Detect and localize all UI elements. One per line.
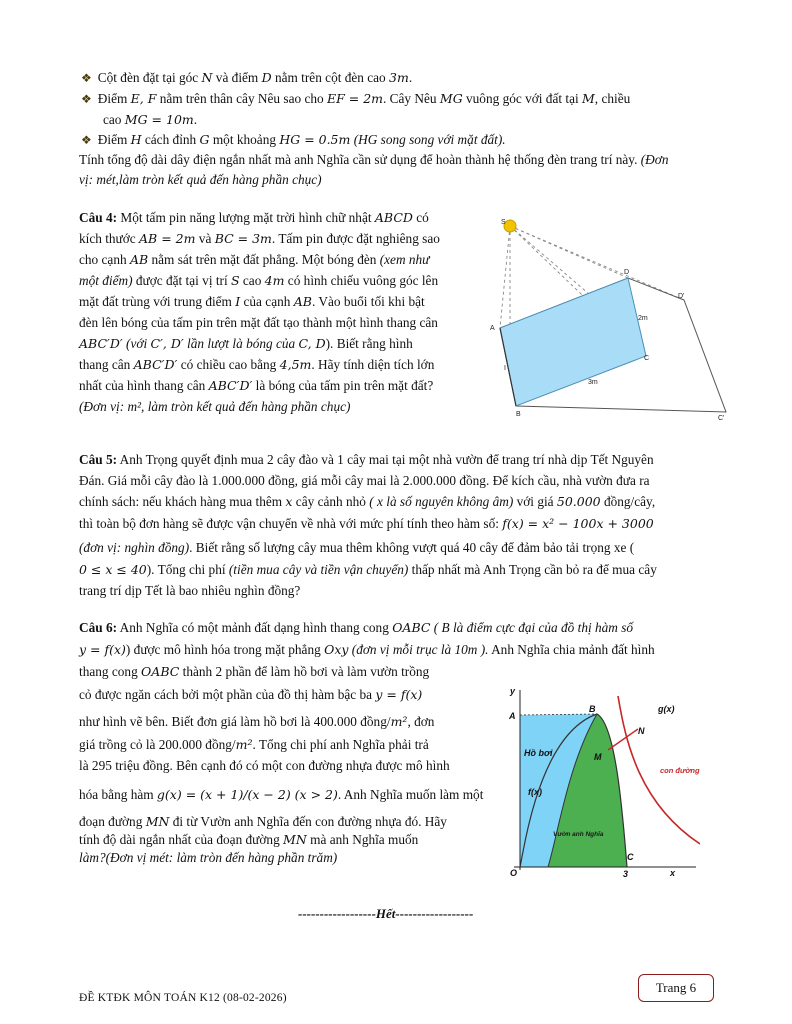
shadow-ray-line xyxy=(500,226,510,328)
bullet-item-3: ❖ Điểm H cách đỉnh G một khoảng HG = 0.5m (HG song song với mặt đất). xyxy=(81,132,506,147)
label-2m: 2m xyxy=(638,315,648,322)
segment-mn xyxy=(608,729,638,750)
label-O: O xyxy=(510,868,518,878)
label-A: A xyxy=(490,325,495,332)
bullet-item-2-cont: cao MG = 10m. xyxy=(103,112,198,127)
diamond-bullet-icon: ❖ xyxy=(81,133,92,147)
question-4: Câu 4: Một tấm pin năng lượng mặt trời hình chữ nhật ABCD có kích thước AB = 2m và BC = 3m. Tấm pin được đặt nghiêng sao cho cạnh AB nằm sát trên mặt đất phẳng. Một bóng đèn (xem như một điểm) được đặt tại vị trí S cao 4m có hình chiếu vuông góc lên mặt đất trùng với trung điểm I của cạnh AB. Vào buổi tối khi bật đèn lên bóng của tấm pin trên mặt đất tạo thành một hình thang cân ABC′D′ (với C′, D′ lần lượt là bóng của C, D). Biết rằng hình thang cân ABC′D′ có chiều cao bằng 4,5m. Hãy tính diện tích lớn nhất của hình thang cân ABC′D′ là bóng của tấm pin trên mặt đất? (Đơn vị: m², làm tròn kết quả đến hàng phần chục) xyxy=(79,210,440,414)
label-B: B xyxy=(516,411,521,418)
question-6-line-8: hóa bằng hàm g(x) = (x + 1)/(x − 2) (x > 2). Anh Nghĩa muốn làm một xyxy=(79,787,484,802)
bullet-item-2: ❖ Điểm E, F nằm trên thân cây Nêu sao cho EF = 2m. Cây Nêu MG vuông góc với đất tại M, chiều xyxy=(81,91,631,106)
label-B: B xyxy=(589,704,596,714)
label-x: x xyxy=(670,868,676,878)
page-number-box: Trang 6 xyxy=(638,974,714,1002)
question-5-line-5: (đơn vị: nghìn đồng). Biết rằng số lượng cây mua thêm không vượt quá 40 cây để đảm bảo tải trọng xe ( xyxy=(79,540,635,555)
diamond-bullet-icon: ❖ xyxy=(81,92,92,106)
label-S: S xyxy=(501,219,506,226)
intro-question: Tính tổng độ dài dây điện ngắn nhất mà anh Nghĩa cần sử dụng để hoàn thành hệ thống đèn trang trí này. (Đơn xyxy=(79,152,669,167)
question-6-line-7: là 295 triệu đồng. Bên cạnh đó có một con đường nhựa được mô hình xyxy=(79,758,450,773)
land-plot-figure xyxy=(500,684,700,880)
diamond-bullet-icon: ❖ xyxy=(81,71,92,85)
question-6-line-2: y = f(x)) được mô hình hóa trong mặt phẳng Oxy (đơn vị mỗi trục là 10m ). Anh Nghĩa chia mảnh đất hình xyxy=(79,642,655,657)
question-6-line-11: làm?(Đơn vị mét: làm tròn đến hàng phần trăm) xyxy=(79,850,338,865)
solar-panel-figure xyxy=(488,208,728,426)
question-5-line-1: Câu 5: Anh Trọng quyết định mua 2 cây đào và 1 cây mai tại một nhà vườn để trang trí nhà dịp Tết Nguyên xyxy=(79,452,654,467)
intro-unit: vị: mét,làm tròn kết quả đến hàng phần chục) xyxy=(79,172,322,187)
lamp-icon xyxy=(504,220,516,232)
question-5-line-6: 0 ≤ x ≤ 40). Tổng chi phí (tiền mua cây và tiền vận chuyển) thấp nhất mà Anh Trọng cần bỏ ra để mua cây xyxy=(79,562,657,577)
question-6-line-3: thang cong OABC thành 2 phần để làm hồ bơi và làm vườn trồng xyxy=(79,664,430,679)
label-D: D xyxy=(624,269,630,276)
label-gx: g(x) xyxy=(658,704,675,714)
question-5-line-4: thì toàn bộ đơn hàng sẽ được vận chuyển về nhà với mức phí tính theo hàm số: f(x) = x² − 100x + 3000 xyxy=(79,516,654,531)
label-3: 3 xyxy=(623,869,629,879)
shadow-ray-line xyxy=(510,226,684,300)
bullet-item-1: ❖ Cột đèn đặt tại góc N và điểm D nằm trên cột đèn cao 3m. xyxy=(81,70,413,85)
label-conduong: con đường xyxy=(660,766,700,775)
question-6-line-10: tính độ dài ngắn nhất của đoạn đường MN mà anh Nghĩa muốn xyxy=(79,832,419,847)
question-6-line-1: Câu 6: Anh Nghĩa có một mảnh đất dạng hình thang cong OABC ( B là điểm cực đại của đồ thị hàm số xyxy=(79,620,634,635)
label-y: y xyxy=(510,686,516,696)
label-M: M xyxy=(594,752,602,762)
question-5-line-7: trang trí dịp Tết là bao nhiêu nghìn đồng? xyxy=(79,583,301,598)
question-6-line-6: giá trồng cỏ là 200.000 đồng/m². Tổng chi phí anh Nghĩa phải trả xyxy=(79,737,429,752)
label-C: C xyxy=(644,355,650,362)
label-hoboi: Hồ bơi xyxy=(524,748,553,758)
label-fx: f(x) xyxy=(528,787,542,797)
question-5-line-3: chính sách: nếu khách hàng mua thêm x cây cảnh nhỏ ( x là số nguyên không âm) với giá 50.000 đồng/cây, xyxy=(79,494,656,509)
label-3m: 3m xyxy=(588,379,598,386)
question-5-line-2: Đán. Giá mỗi cây đào là 1.000.000 đồng, giá mỗi cây mai là 2.000.000 đồng. Để kích cầu, nhà vườn đưa ra xyxy=(79,473,650,488)
question-6-line-4: cỏ được ngăn cách bởi một phần của đồ thị hàm bậc ba y = f(x) xyxy=(79,687,423,702)
label-I: I xyxy=(504,365,506,372)
label-N: N xyxy=(638,726,645,736)
label-vuon: Vườn anh Nghĩa xyxy=(553,831,604,838)
label-Cprime: C' xyxy=(718,415,725,422)
label-Dprime: D' xyxy=(678,293,685,300)
end-mark: ------------------Hết------------------ xyxy=(298,906,474,921)
question-6-line-5: như hình vẽ bên. Biết đơn giá làm hồ bơi là 400.000 đồng/m², đơn xyxy=(79,714,435,729)
label-C: C xyxy=(627,852,634,862)
label-A: A xyxy=(509,711,516,721)
footer-title: ĐỀ KTĐK MÔN TOÁN K12 (08-02-2026) xyxy=(79,992,287,1004)
question-6-line-9: đoạn đường MN đi từ Vườn anh Nghĩa đến con đường nhựa đó. Hãy xyxy=(79,814,447,829)
